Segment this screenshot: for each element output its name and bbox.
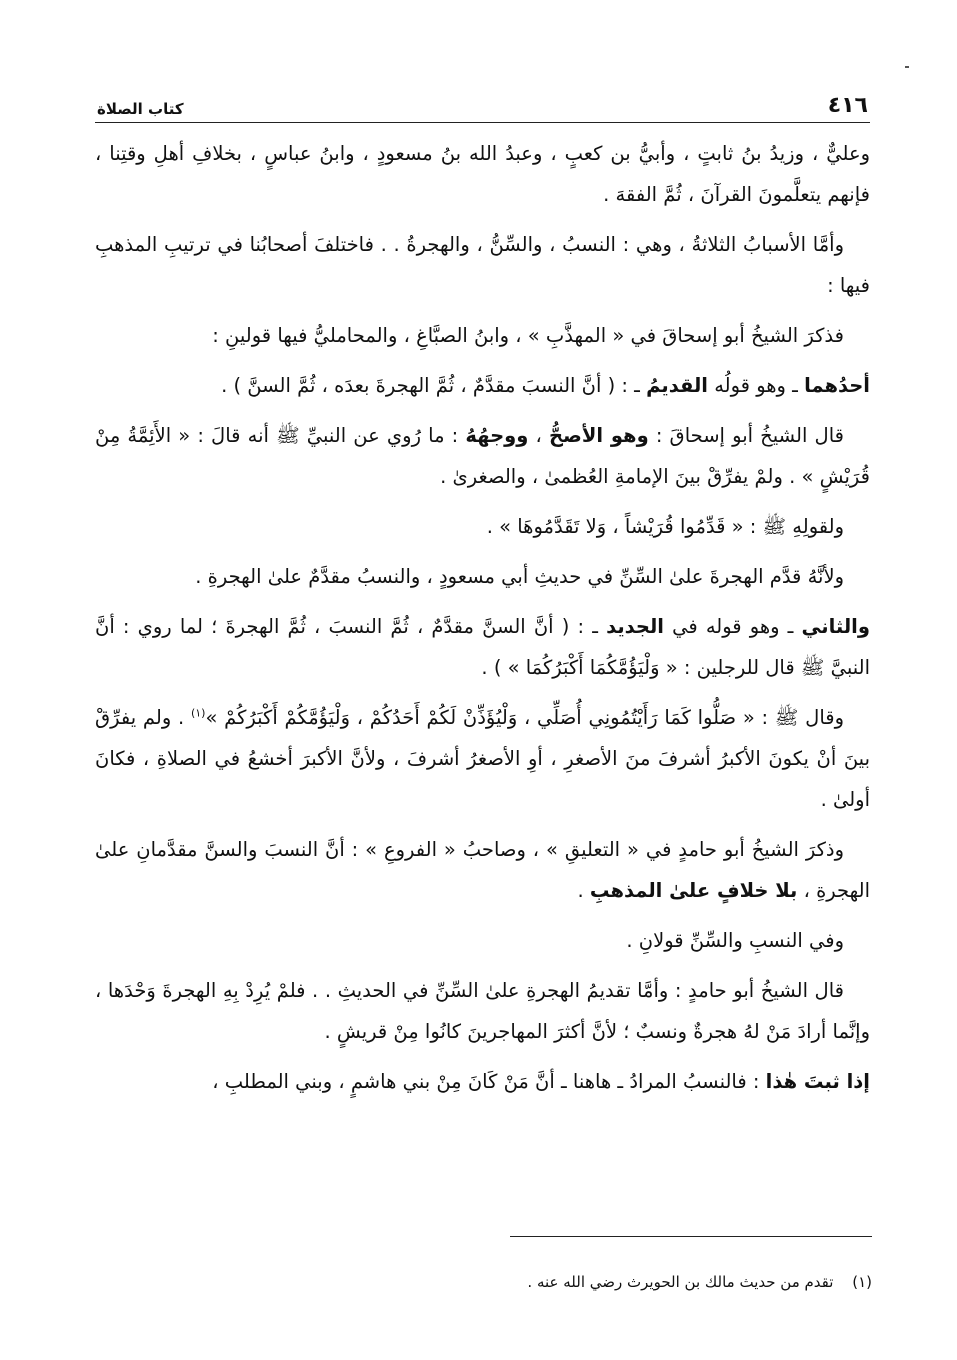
text-run: قال الشيخُ أبو حامدٍ : وأمَّا تقديمُ الهجرةِ علىٰ السِّنِّ في الحديثِ . . فلمْ يُرِدْ بِهِ الهجرةَ وَحْدَها ، وإنَّما أرادَ مَنْ لهُ هجرةٌ ونسبٌ ؛ لأنَّ أكثرَ المهاجرينَ كانُوا مِنْ قريشٍ . <box>95 979 870 1043</box>
text-run: : ما رُوي عن النبيِّ ﷺ أنه قالَ : « الأَئِمَّةُ مِنْ قُرَيْشٍ » . ولمْ يفرِّقْ بينَ الإمامةِ العُظمىٰ ، والصغرىٰ . <box>95 424 870 488</box>
text-run: ـ وهو قولُه <box>708 374 805 397</box>
footnote <box>527 1273 872 1291</box>
text-run: ولأنَّهُ قدَّم الهجرةَ علىٰ السِّنِّ في حديثِ أبي مسعودٍ ، والنسبُ مقدَّمٌ علىٰ الهجرةِ . <box>195 565 844 588</box>
bold-text: القديمُ <box>646 374 708 397</box>
text-run: ، <box>528 424 549 447</box>
footnote-text: تقدم من حديث مالك بن الحويرث رضي الله عنه . <box>527 1273 834 1291</box>
page-header <box>95 84 870 123</box>
page-body <box>95 133 870 1102</box>
paragraph <box>95 224 870 306</box>
page-number: ٤١٦ <box>827 93 868 118</box>
bold-text: بلا خلافٍ علىٰ المذهبِ <box>589 879 798 902</box>
paragraph <box>95 133 870 215</box>
paragraph <box>95 556 870 597</box>
paragraph <box>95 920 870 961</box>
text-run: فذكرَ الشيخُ أبو إسحاقَ في « المهذَّبِ » ، وابنُ الصبَّاغِ ، والمحامليُّ فيها قولينِ : <box>212 324 844 347</box>
text-run: . ولم يفرِّقْ بينَ أنْ يكونَ الأكبرُ أشرفَ منَ الأصغرِ ، أوِ الأصغرُ أشرفَ ، ولأنَّ الأكبرَ أخشعُ في الصلاةِ ، فكانَ أولىٰ . <box>95 706 870 811</box>
scan-mark <box>905 66 909 68</box>
bold-text: الجديد <box>606 615 664 638</box>
text-run: وأمَّا الأسبابُ الثلاثةُ ، وهي : النسبُ ، والسِّنُّ ، والهجرةُ . . فاختلفَ أصحابُنا في ترتيبِ المذهبِ فيها : <box>95 233 870 297</box>
text-run: وذكرَ الشيخُ أبو حامدٍ في « التعليقِ » ، وصاحبُ « الفروعِ » : أنَّ النسبَ والسنَّ مقدَّمانِ علىٰ الهجرةِ ، <box>95 838 870 902</box>
footnote-number: (١) <box>852 1273 872 1291</box>
paragraph <box>95 606 870 688</box>
text-run: ـ : ( أنَّ النسبَ مقدَّمٌ ، ثُمَّ الهجرةَ بعدَه ، ثُمَّ السنَّ ) . <box>221 374 647 397</box>
text-run: قال الشيخُ أبو إسحاقَ : <box>648 424 844 447</box>
text-run: وقال ﷺ : « صَلُّوا كَمَا رَأَيْتُمُونِي أُصَلِّي ، وَلْيُؤَذِّنْ لَكُمْ أَحَدُكُمْ ، وَلْيَؤُمَّكُمْ أَكْبَرُكُمْ » <box>205 706 844 729</box>
text-run: وفي النسبِ والسِّنِّ قولانِ . <box>626 929 844 952</box>
paragraph <box>95 970 870 1052</box>
paragraph <box>95 365 870 406</box>
book-page <box>95 84 870 1111</box>
bold-text: إذا ثبتَ هٰذا <box>765 1070 870 1093</box>
text-run: وعليٌّ ، وزيدُ بنُ ثابتٍ ، وأبيُّ بن كعبٍ ، وعبدُ الله بنُ مسعودٍ ، وابنُ عباسٍ ، بخلافِ أهلِ وقتِنا ، فإنهم يتعلَّمونَ القرآنَ ، ثُمَّ الفقهَ . <box>95 142 870 206</box>
bold-text: ووجهُهُ <box>465 424 529 447</box>
footnote-ref: (١) <box>190 706 206 720</box>
bold-text: أحدُهما <box>804 374 870 397</box>
running-title: كتاب الصلاة <box>97 100 184 118</box>
footnote-divider <box>510 1236 872 1237</box>
paragraph <box>95 506 870 547</box>
paragraph <box>95 697 870 820</box>
text-run: ولقولِهِ ﷺ : « قَدِّمُوا قُرَيْشاً ، وَلا تَقَدَّمُوهَا » . <box>486 515 844 538</box>
text-run: . <box>577 879 590 902</box>
paragraph <box>95 829 870 911</box>
paragraph <box>95 415 870 497</box>
bold-text: وهو الأصحُّ <box>549 424 649 447</box>
bold-text: والثاني <box>801 615 870 638</box>
paragraph <box>95 315 870 356</box>
text-run: ـ : ( أنَّ السنَّ مقدَّمٌ ، ثُمَّ النسبَ ، ثُمَّ الهجرةَ ؛ لما روي : أنَّ النبيَّ ﷺ قال للرجلين : « وَلْيَؤُمَّكُمَا أَكْبَرُكُمَا » ) . <box>95 615 870 679</box>
text-run: : فالنسبُ المرادُ ـ هاهنا ـ أنَّ مَنْ كَانَ مِنْ بني هاشمٍ ، وبني المطلبِ ، <box>212 1070 766 1093</box>
text-run: ـ وهو قوله في <box>663 615 802 638</box>
paragraph <box>95 1061 870 1102</box>
